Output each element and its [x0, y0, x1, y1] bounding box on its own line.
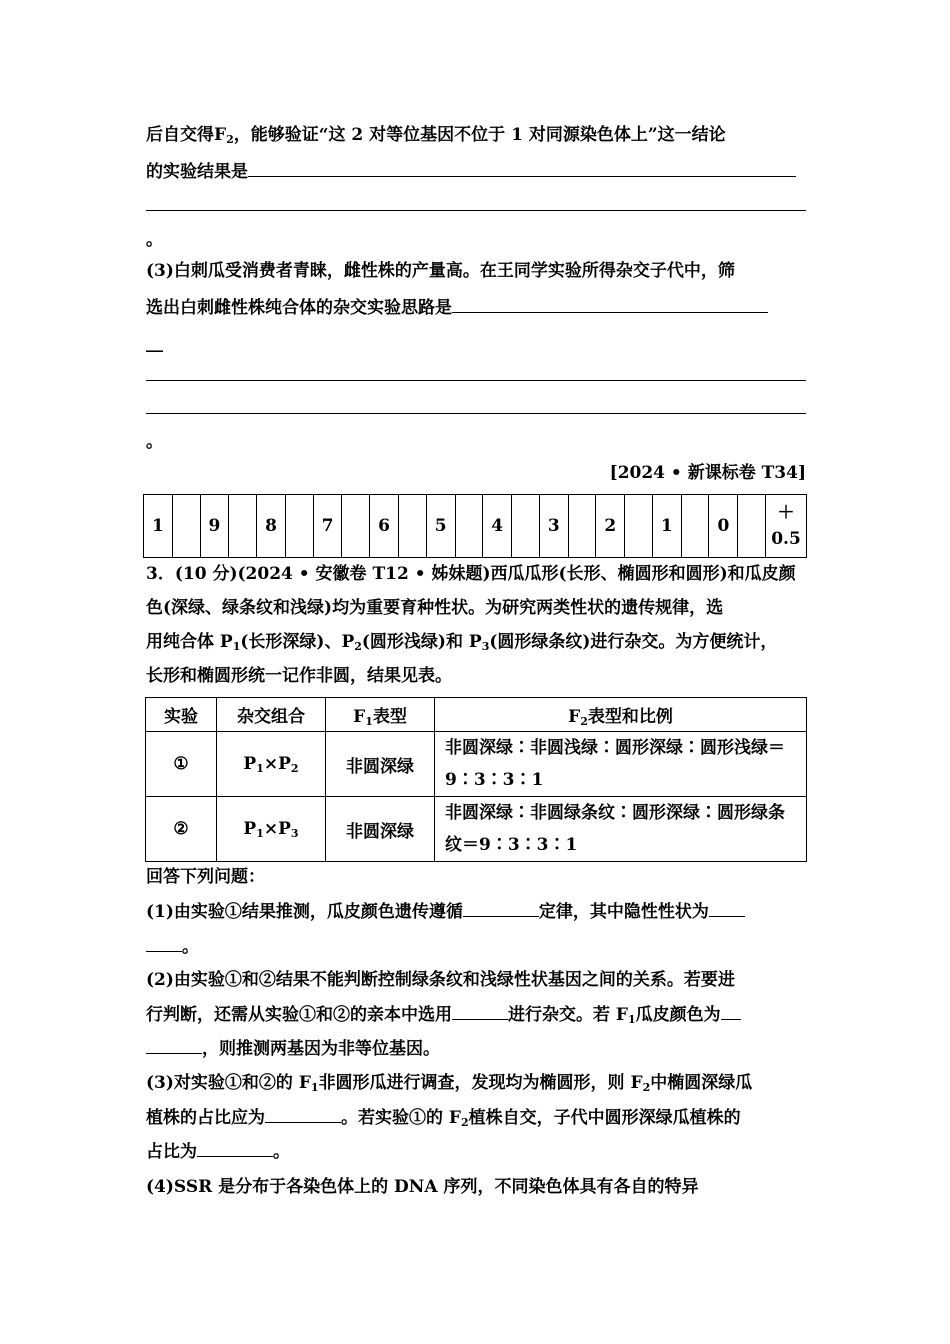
text-line: 行判断，还需从实验①和②的亲本中选用 进行杂交。若 $F_1$瓜皮颜色为 — [146, 1003, 741, 1026]
answer-blank[interactable] — [146, 935, 182, 952]
score-cell-empty[interactable] — [342, 495, 370, 558]
cell-f2: 非圆深绿∶非圆绿条纹∶圆形深绿∶圆形绿条纹＝9∶3∶3∶1 — [435, 797, 807, 862]
text-line: (3)对实验①和②的 $F_1$非圆形瓜进行调查，发现均为椭圆形，则 $F_2$中椭圆深绿瓜 — [146, 1073, 753, 1094]
score-cell-empty[interactable] — [229, 495, 257, 558]
answer-blank-line[interactable] — [146, 380, 806, 381]
answer-blank-line[interactable] — [146, 210, 806, 211]
score-cell-empty[interactable] — [681, 495, 709, 558]
answer-blank[interactable] — [721, 1003, 741, 1020]
score-cell[interactable]: 5 — [426, 495, 455, 558]
source-label: [2024 • 新课标卷 T34] — [609, 463, 806, 483]
score-row — [144, 495, 807, 558]
text-line: (2)由实验①和②结果不能判断控制绿条纹和浅绿性状基因之间的关系。若要进 — [146, 970, 735, 990]
header-f2: $F_2$表型和比例 — [435, 698, 807, 732]
score-cell-empty[interactable] — [568, 495, 596, 558]
cell-f1: 非圆深绿 — [326, 797, 435, 862]
answer-blank[interactable] — [197, 1140, 273, 1157]
text-line: ，则推测两基因为非等位基因。 — [146, 1037, 440, 1060]
answer-blank[interactable] — [709, 900, 745, 917]
answer-blank[interactable] — [463, 900, 539, 917]
cell-f2: 非圆深绿∶非圆浅绿∶圆形深绿∶圆形浅绿＝9∶3∶3∶1 — [435, 732, 807, 797]
score-cell-empty[interactable] — [738, 495, 766, 558]
text-line: 回答下列问题： — [146, 867, 265, 887]
cell-cross: $P_1\times P_3$ — [217, 797, 326, 862]
score-cell[interactable]: 1 — [652, 495, 681, 558]
text-line: __ — [146, 333, 163, 353]
score-cell-empty[interactable] — [172, 495, 200, 558]
score-cell[interactable]: 0 — [709, 495, 738, 558]
answer-blank[interactable] — [248, 160, 796, 177]
score-table — [143, 494, 807, 558]
table-row — [146, 732, 807, 797]
text-line: 。 — [146, 230, 163, 250]
table-row — [146, 797, 807, 862]
score-cell-empty[interactable] — [285, 495, 313, 558]
text-line: 。 — [146, 432, 163, 452]
cell-experiment: ② — [146, 797, 217, 862]
cross-results-table — [145, 697, 807, 862]
answer-blank[interactable] — [452, 1003, 508, 1020]
score-cell[interactable]: 1 — [144, 495, 173, 558]
table-header-row — [146, 698, 807, 732]
cell-experiment: ① — [146, 732, 217, 797]
answer-blank[interactable] — [146, 1037, 202, 1054]
answer-blank[interactable] — [265, 1106, 341, 1123]
answer-blank[interactable] — [452, 296, 768, 313]
text-line: (3)白刺瓜受消费者青睐，雌性株的产量高。在王同学实验所得杂交子代中，筛 — [146, 261, 735, 281]
text-line: 用纯合体 $P_1$(长形深绿)、$P_2$(圆形浅绿)和 $P_3$(圆形绿条纹)进行杂交。为方便统计， — [146, 632, 778, 653]
score-cell-empty[interactable] — [399, 495, 427, 558]
score-cell-empty[interactable] — [512, 495, 540, 558]
score-cell[interactable]: 3 — [539, 495, 568, 558]
score-cell[interactable]: 8 — [257, 495, 286, 558]
text-line: 长形和椭圆形统一记作非圆，结果见表。 — [146, 666, 452, 686]
cell-cross: $P_1\times P_2$ — [217, 732, 326, 797]
score-cell[interactable]: 6 — [370, 495, 399, 558]
text-line: 色(深绿、绿条纹和浅绿)均为重要育种性状。为研究两类性状的遗传规律，选 — [146, 598, 724, 618]
text-line: 后自交得$F_2$，能够验证“这 2 对等位基因不位于 1 对同源染色体上”这一结论 — [146, 125, 726, 146]
text-line: 植株的占比应为 。若实验①的 $F_2$植株自交，子代中圆形深绿瓜植株的 — [146, 1108, 741, 1129]
score-cell[interactable]: 7 — [313, 495, 342, 558]
text-line: (4)SSR 是分布于各染色体上的 DNA 序列，不同染色体具有各自的特异 — [146, 1177, 699, 1197]
plus-sign: ＋ — [777, 503, 795, 523]
header-experiment: 实验 — [146, 698, 217, 732]
header-f1: $F_1$表型 — [326, 698, 435, 732]
text-line: 选出白刺雌性株纯合体的杂交实验思路是 — [146, 296, 768, 319]
text-line: 3．(10 分)(2024 • 安徽卷 T12 • 姊妹题)西瓜瓜形(长形、椭圆形和圆形)和瓜皮颜 — [146, 564, 796, 584]
score-cell[interactable]: 4 — [483, 495, 512, 558]
header-cross: 杂交组合 — [217, 698, 326, 732]
text-line: (1)由实验①结果推测，瓜皮颜色遗传遵循 定律，其中隐性性状为 — [146, 900, 745, 923]
score-cell-empty[interactable] — [455, 495, 483, 558]
text-line: 的实验结果是 — [146, 160, 796, 183]
score-cell[interactable]: 9 — [200, 495, 229, 558]
text-line: 。 — [146, 935, 199, 958]
score-cell-empty[interactable] — [625, 495, 653, 558]
answer-blank-line[interactable] — [146, 413, 806, 414]
half-point: 0.5 — [771, 529, 801, 549]
score-cell-half[interactable] — [766, 495, 807, 558]
cell-f1: 非圆深绿 — [326, 732, 435, 797]
score-cell[interactable]: 2 — [596, 495, 625, 558]
text-line: 占比为 。 — [146, 1142, 290, 1162]
